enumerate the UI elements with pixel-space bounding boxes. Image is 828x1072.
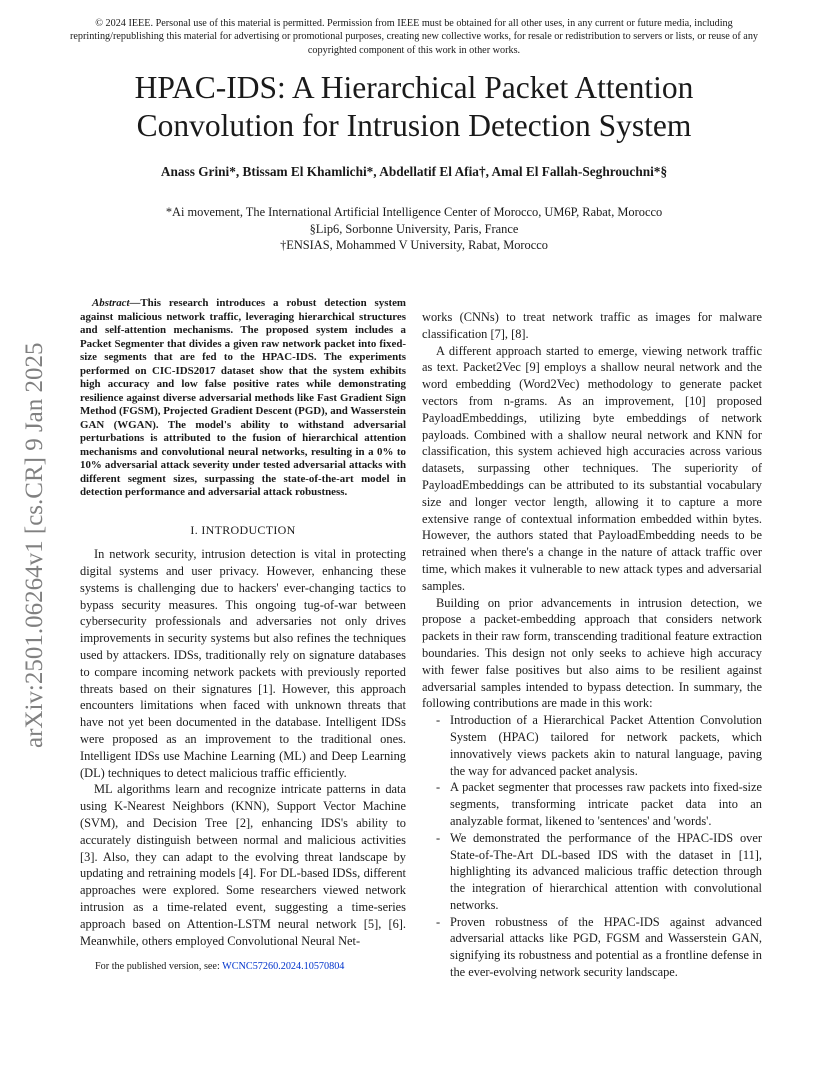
affiliation-3: †ENSIAS, Mohammed V University, Rabat, Morocco	[280, 238, 548, 252]
left-column	[80, 297, 406, 949]
intro-paragraph-4: A different approach started to emerge, viewing network traffic as text. Packet2Vec [9] employs a shallow neural network and the word embedding (Word2Vec) methodology to generate packet vectors from n-grams. As an improvement, [10] proposed PayloadEmbeddings, utilizing byte embeddings of network payloads. Combined with a shallow neural network and KNN for classification, this system achieved high accuracies across various datasets, surpassing other techniques. The superiority of PayloadEmbeddings can be attributed to its substantial vocabulary size and longer vector length, allowing it to capture a more extensive range of contextual information embedded within bytes. However, the authors stated that PayloadEmbedding needs to be retrained when there's a change in the nature of attack traffic over time, which makes it vulnerable to new attack types and adversarial samples.	[422, 343, 762, 593]
intro-paragraph-2: ML algorithms learn and recognize intricate patterns in data using K-Nearest Neighbors (KNN), Support Vector Machine (SVM), and Decision Tree [2], enhancing IDS's ability to accurately distinguish between normal and malicious activities [3]. Also, they can adapt to the evolving threat landscape by updating and retraining models [4]. For DL-based IDSs, different approaches were explored. Some researchers viewed network intrusion as a time-related event, suggesting a time-series approach based on Attention-LSTM neural network [5], [6]. Meanwhile, others employed Convolutional Neural Net-	[80, 782, 406, 948]
intro-paragraph-5: Building on prior advancements in intrusion detection, we propose a packet-embedding approach that considers network packets in their raw form, transcending traditional feature extraction boundaries. This design not only seeks to achieve high accuracy with fewer false positives but also aims to be resilient against adversarial samples intended to bypass detection. In summary, the following contributions are made in this work:	[422, 595, 762, 711]
contribution-item	[422, 712, 762, 779]
paper-title	[44, 69, 784, 145]
abstract	[80, 297, 406, 500]
contribution-text: Proven robustness of the HPAC-IDS against advanced adversarial attacks like PGD, FGSM and Wasserstein GAN, signifying its robustness and potential as a frontline defense in the ever-evolving network security landscape.	[450, 914, 762, 980]
contribution-text: Introduction of a Hierarchical Packet Attention Convolution System (HPAC) tailored for network packets, which innovatively views packets akin to natural language, paving the way for advanced packet analysis.	[450, 713, 762, 778]
bullet-dash: -	[436, 713, 441, 728]
author-list: Anass Grini*, Btissam El Khamlichi*, Abdellatif El Afia†, Amal El Fallah-Seghrouchni*§	[160, 164, 668, 179]
arxiv-stamp: arXiv:2501.06264v1 [cs.CR] 9 Jan 2025	[21, 342, 48, 748]
title-line-1: HPAC-IDS: A Hierarchical Packet Attention	[134, 70, 694, 105]
published-version-footnote	[95, 961, 344, 972]
copyright-notice: © 2024 IEEE. Personal use of this material is permitted. Permission from IEEE must be obtained for all other uses, in any current or future media, including reprinting/republishing this material for advertising or promotional purposes, creating new collective works, for resale or redistribution to servers or lists, or reuse of any copyrighted component of this work in other works.	[69, 18, 759, 56]
contribution-item	[422, 914, 762, 981]
intro-paragraph-1: In network security, intrusion detection is vital in protecting digital systems and user privacy. However, enhancing these systems is challenging due to hackers' ever-changing tactics to bypass security measures. This ongoing tug-of-war between cybersecurity professionals and adversaries not only drives improvements in security systems but also refines the techniques used by attackers. IDSs, traditionally rely on signature databases to compare incoming network packets with previously reported threats based on their signatures [1]. However, this approach encounters limitations when faced with unknown threats that have not yet been documented in the database. Intelligent IDSs were proposed as an improvement to the traditional ones. Intelligent IDSs use Machine Learning (ML) and Deep Learning (DL) techniques to detect malicious traffic efficiently.	[80, 547, 406, 780]
contribution-text: A packet segmenter that processes raw packets into fixed-size segments, transforming intricate packet data into an analyzable format, likened to 'sentences' and 'words'.	[450, 780, 762, 828]
bullet-dash: -	[436, 914, 441, 929]
abstract-text: —This research introduces a robust detection system against malicious network traffic, leveraging hierarchical structures and self-attention mechanisms. The proposed system includes a Packet Segmenter that divides a given raw network packet into fixed-size segments that are fed to the HPAC-IDS. The experiments performed on CIC-IDS2017 dataset show that the system exhibits high accuracy and low false positive rates while demonstrating resilience against diverse adversarial methods like Fast Gradient Sign Method (FGSM), Projected Gradient Descent (PGD), and Wasserstein GAN (WGAN). The model's ability to withstand adversarial perturbations is attributed to the fusion of hierarchical attention mechanisms and convolutional neural networks, resulting in a 0% to 10% adversarial attack severity under tested adversarial attacks with different segment sizes, surpassing the state-of-the-art model in detection performance and adversarial attack robustness.	[80, 297, 406, 498]
bullet-dash: -	[436, 780, 441, 795]
contribution-list	[422, 712, 762, 981]
contribution-item	[422, 830, 762, 914]
title-line-2: Convolution for Intrusion Detection System	[136, 108, 692, 143]
affiliation-1: *Ai movement, The International Artificial Intelligence Center of Morocco, UM6P, Rabat, Morocco	[165, 205, 663, 219]
intro-paragraph-3: works (CNNs) to treat network traffic as images for malware classification [7], [8].	[422, 310, 762, 341]
right-column	[422, 309, 762, 981]
contribution-item	[422, 779, 762, 829]
section-heading: I. INTRODUCTION	[190, 522, 296, 537]
contribution-text: We demonstrated the performance of the HPAC-IDS over State-of-The-Art DL-based IDS with the dataset in [11], highlighting its advanced malicious traffic detection through the integration of hierarchical attention with convolutional networks.	[450, 830, 762, 912]
doi-link[interactable]: WCNC57260.2024.10570804	[222, 961, 345, 972]
bullet-dash: -	[436, 830, 441, 845]
affiliation-2: §Lip6, Sorbonne University, Paris, France	[309, 222, 519, 236]
abstract-label: Abstract	[92, 297, 130, 309]
footnote-text: For the published version, see:	[95, 961, 223, 972]
